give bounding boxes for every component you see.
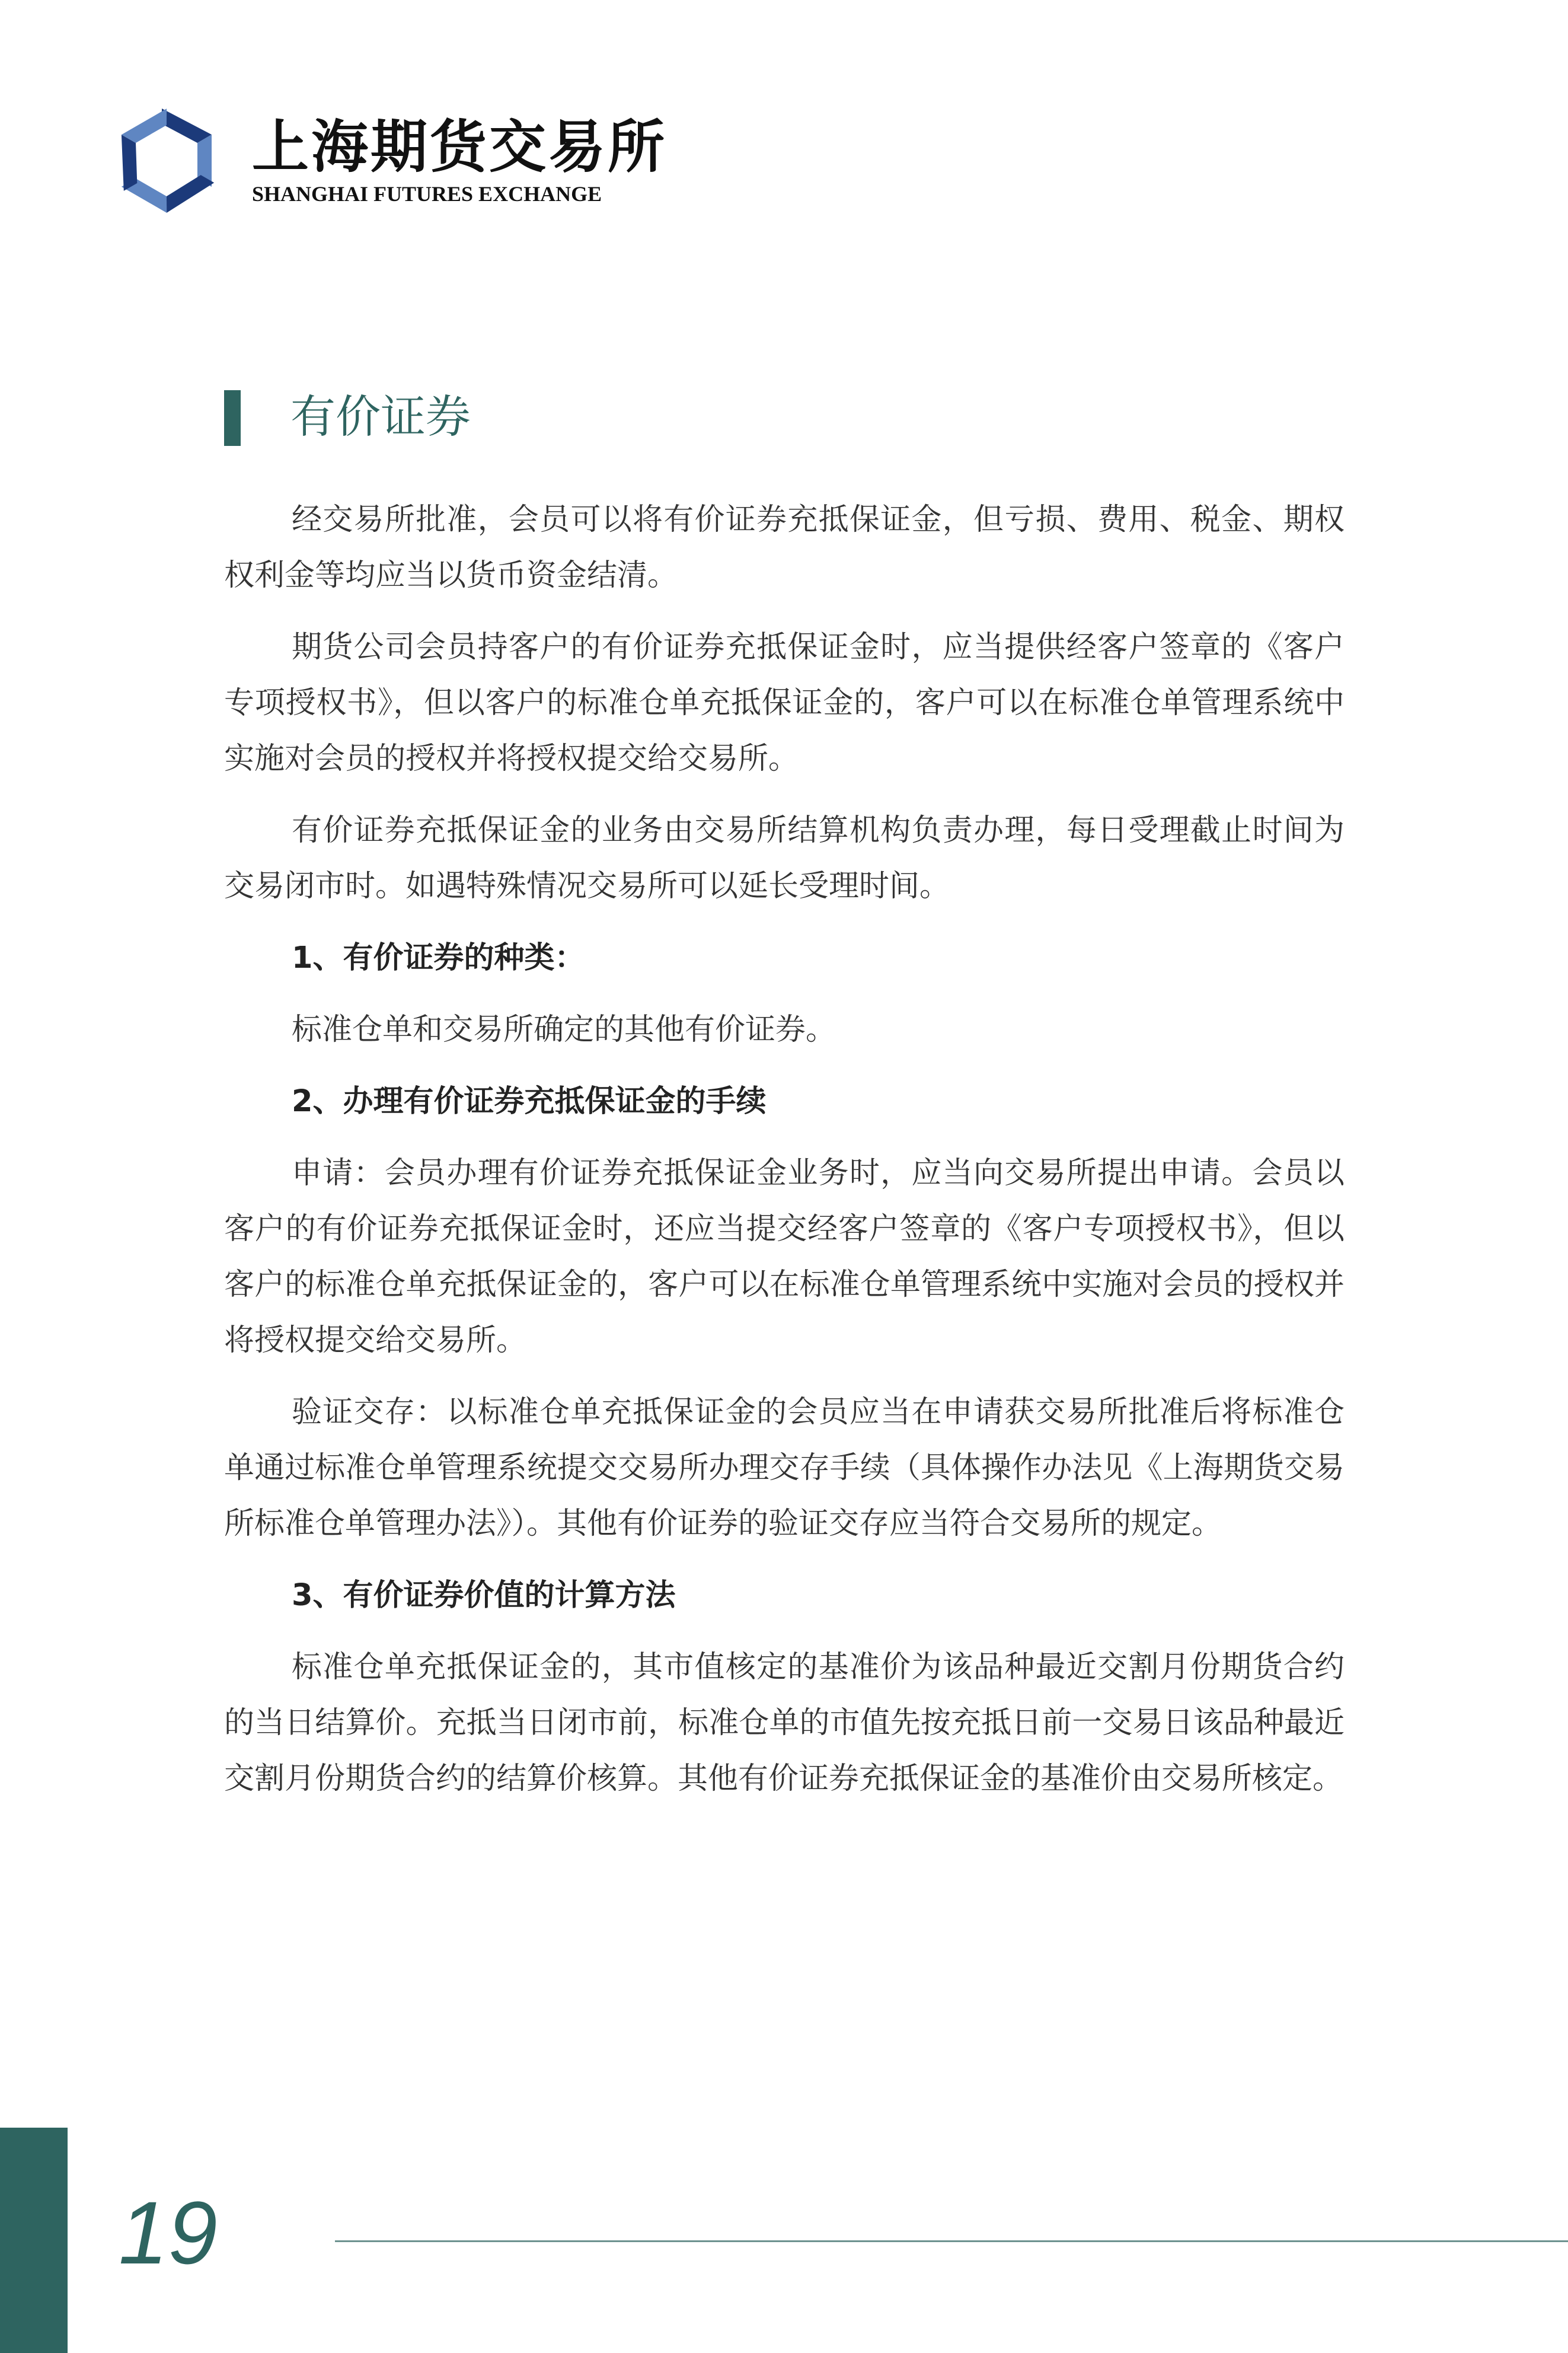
paragraph: 期货公司会员持客户的有价证券充抵保证金时，应当提供经客户签章的《客户专项授权书》，但以客户的标准仓单充抵保证金的，客户可以在标准仓单管理系统中实施对会员的授权并将授权提交给交易所。 [224,630,1345,776]
article-body [224,492,1345,1823]
page-tab [0,2128,68,2353]
section-title: 有价证券 [290,390,471,443]
paragraph: 有价证券充抵保证金的业务由交易所结算机构负责办理，每日受理截止时间为交易闭市时。如遇特殊情况交易所可以延长受理时间。 [224,813,1345,904]
paragraph: 申请：会员办理有价证券充抵保证金业务时，应当向交易所提出申请。会员以客户的有价证券充抵保证金时，还应当提交经客户签章的《客户专项授权书》，但以客户的标准仓单充抵保证金的，客户可以在标准仓单管理系统中实施对会员的授权并将授权提交给交易所。 [224,1156,1345,1358]
section-accent-bar [224,390,241,446]
paragraph: 标准仓单和交易所确定的其他有价证券。 [292,1012,836,1047]
paragraph: 验证交存：以标准仓单充抵保证金的会员应当在申请获交易所批准后将标准仓单通过标准仓单管理系统提交交易所办理交存手续（具体操作办法见《上海期货交易所标准仓单管理办法》）。其他有价证券的验证交存应当符合交易所的规定。 [224,1395,1345,1541]
paragraph: 标准仓单充抵保证金的，其市值核定的基准价为该品种最近交割月份期货合约的当日结算价。充抵当日闭市前，标准仓单的市值先按充抵日前一交易日该品种最近交割月份期货合约的结算价核算。其他有价证券充抵保证金的基准价由交易所核定。 [224,1650,1345,1796]
logo-text [252,113,667,206]
subheading: 3、有价证券价值的计算方法 [292,1578,676,1613]
logo-english-name: SHANGHAI FUTURES EXCHANGE [252,182,602,206]
subheading: 1、有价证券的种类： [292,940,585,975]
hexagon-ring-logo-icon [110,104,223,217]
footer-divider [335,2240,1568,2242]
logo-chinese-name: 上海期货交易所 [252,113,667,180]
paragraph: 经交易所批准，会员可以将有价证券充抵保证金，但亏损、费用、税金、期权权利金等均应当以货币资金结清。 [224,502,1345,593]
subheading: 2、办理有价证券充抵保证金的手续 [292,1084,767,1119]
page-number: 19 [119,2183,218,2282]
